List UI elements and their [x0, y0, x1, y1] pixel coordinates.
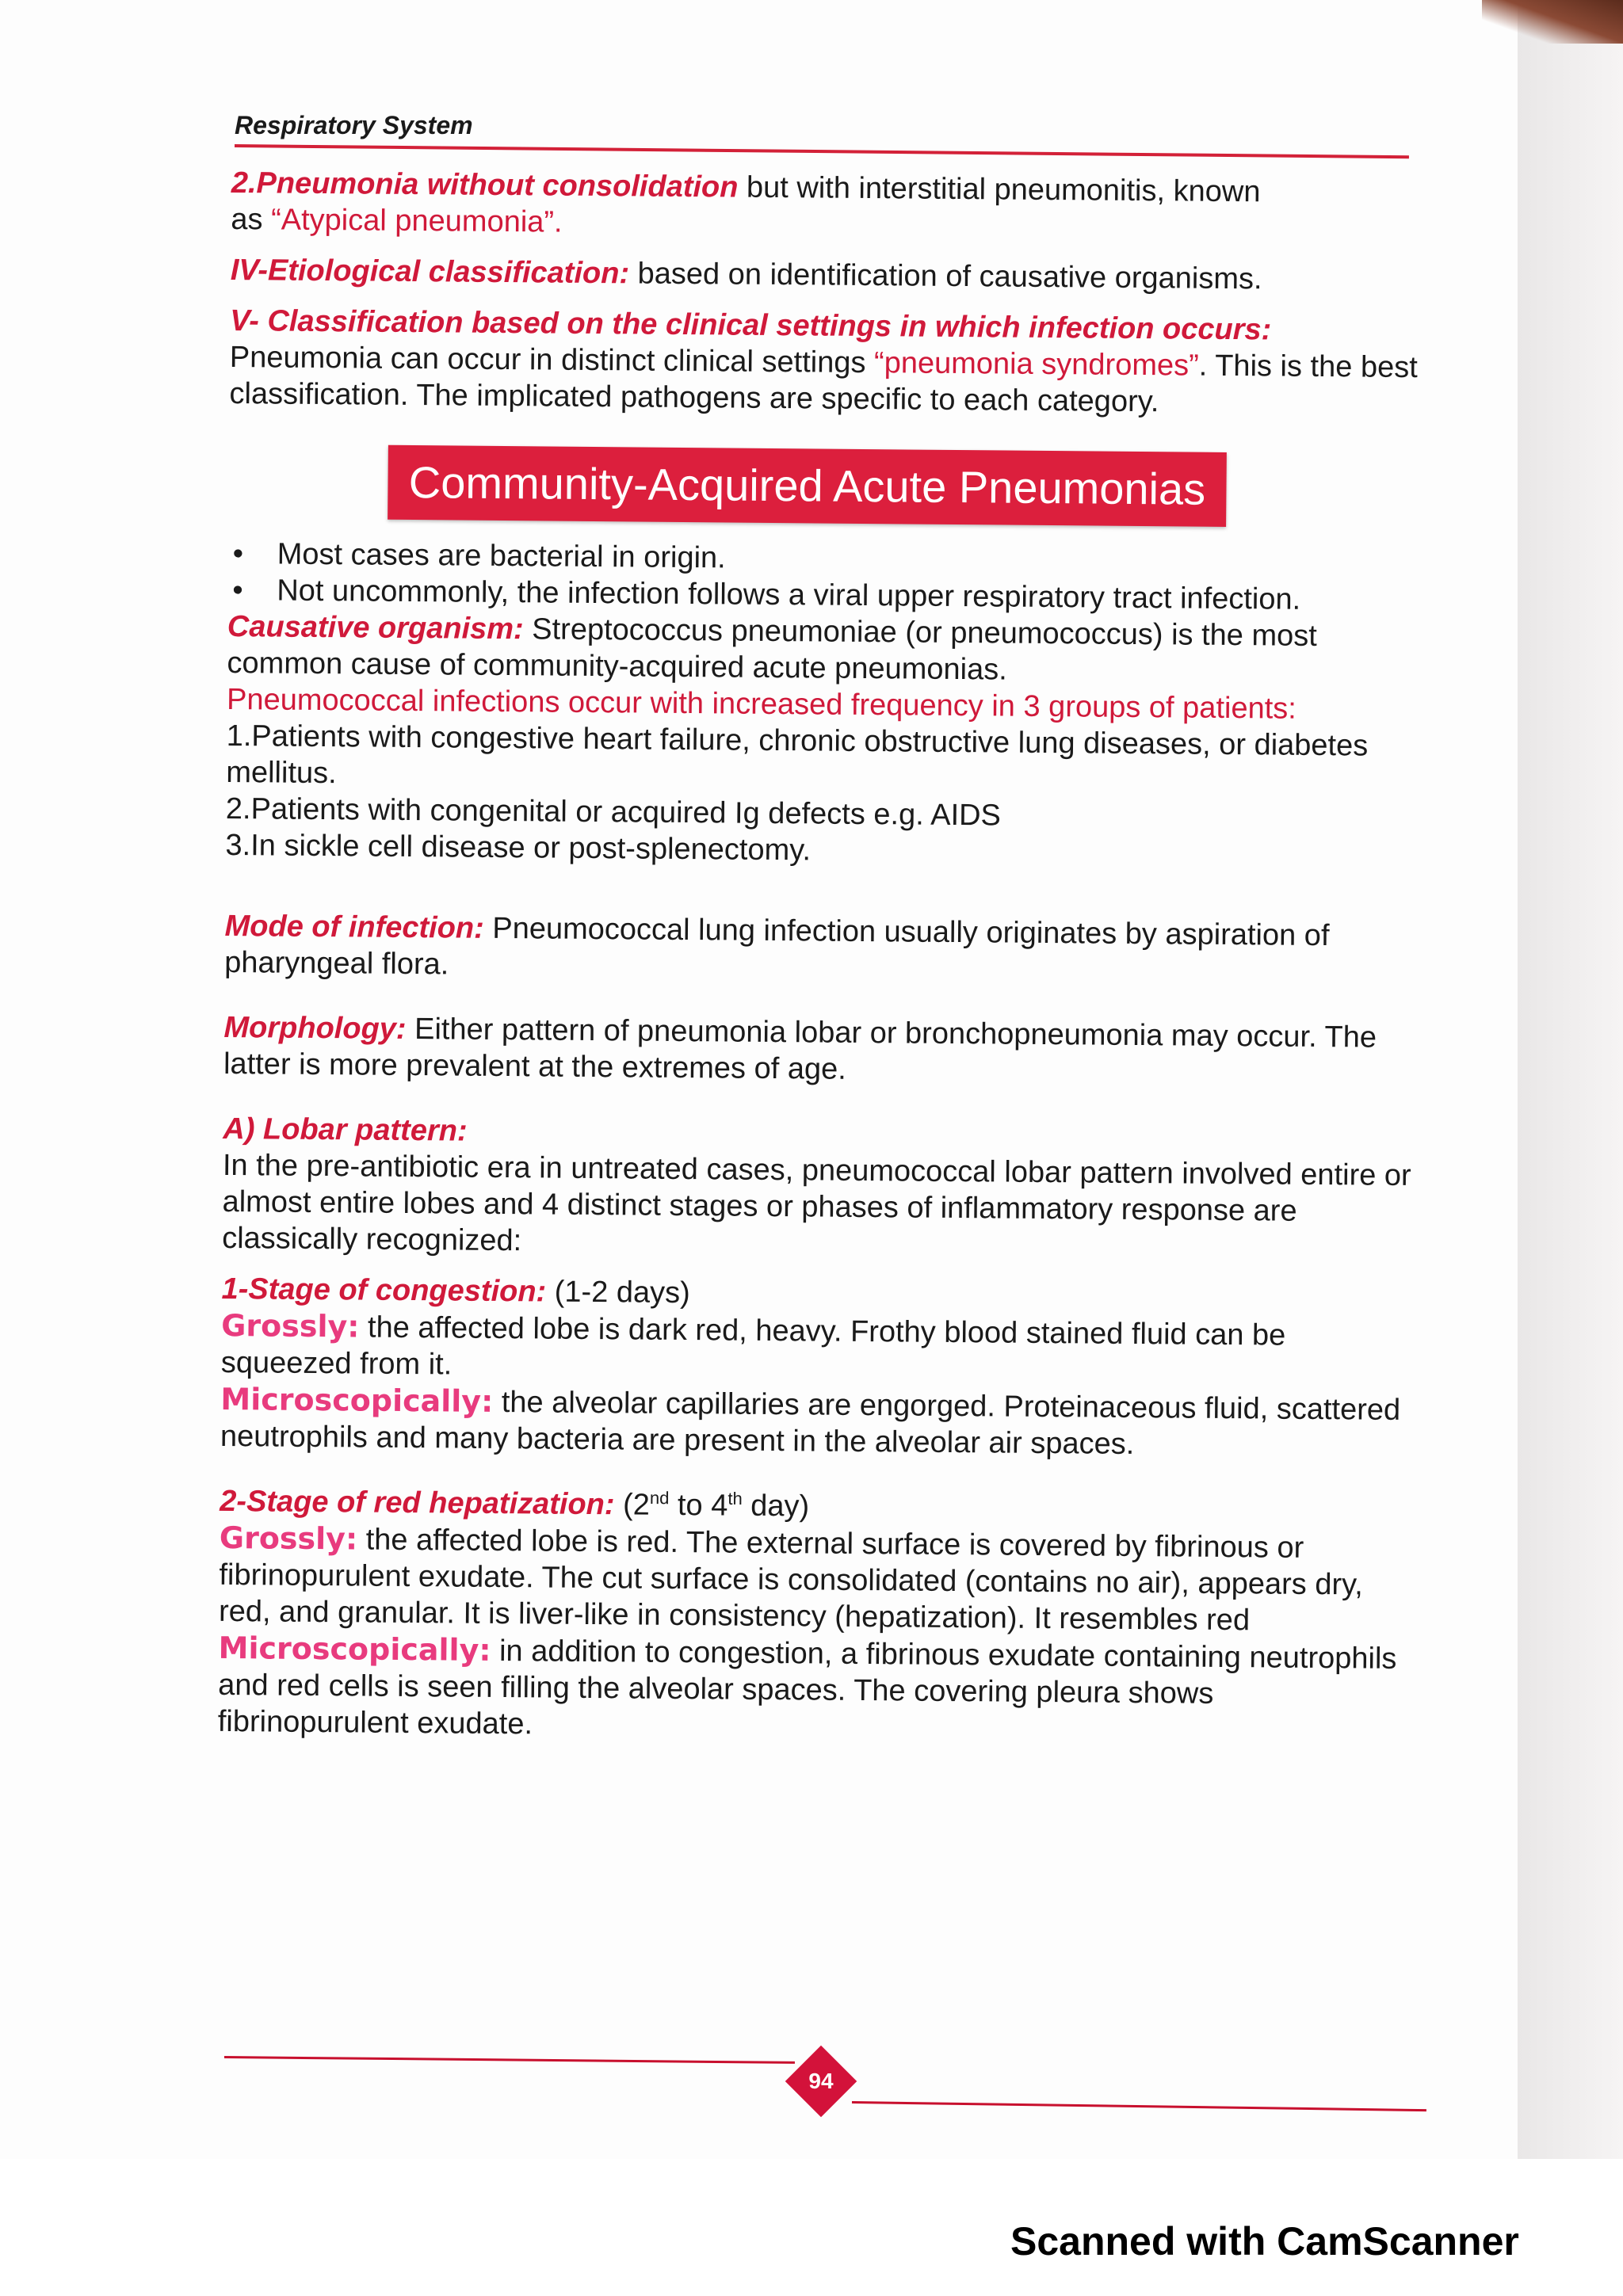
paragraph-morphology — [223, 1009, 1413, 1093]
body-text: Pneumococcal lung infection usually originates by aspiration of pharyngeal flora. — [224, 911, 1330, 982]
quoted-term: “Atypical pneumonia”. — [270, 203, 563, 239]
paragraph-stage-congestion — [220, 1271, 1411, 1465]
groups-heading: Pneumococcal infections occur with increased frequency in 3 groups of patients: — [226, 682, 1296, 726]
book-cover-corner — [1482, 0, 1623, 44]
microscopically-label: Microscopically: — [218, 1630, 491, 1668]
section-title: Mode of infection: — [224, 909, 484, 945]
scanner-watermark: Scanned with CamScanner — [1010, 2219, 1519, 2264]
stage-days: to 4 — [669, 1488, 728, 1523]
grossly-label: Grossly: — [219, 1520, 358, 1557]
paragraph-clinical-settings — [229, 303, 1419, 422]
paragraph-causative-organism — [227, 608, 1416, 692]
group-item: 1.Patients with congestive heart failure, chronic obstructive lung diseases, or diabetes mellitus. — [226, 719, 1369, 791]
running-header: Respiratory System — [235, 111, 473, 139]
body-text: based on identification of causative organisms. — [628, 257, 1262, 296]
stage-days: (1-2 days) — [545, 1275, 690, 1310]
ordinal-suffix: th — [727, 1488, 743, 1509]
bullet-text: Most cases are bacterial in origin. — [277, 537, 726, 575]
banner-container — [228, 444, 1418, 528]
paragraph-lobar-pattern — [222, 1111, 1412, 1267]
bullet-text: Not uncommonly, the infection follows a viral upper respiratory tract infection. — [277, 574, 1301, 616]
section-title: Morphology: — [223, 1010, 407, 1046]
page-edge-shadow — [1518, 0, 1623, 2159]
group-item: 2.Patients with congenital or acquired Ig defects e.g. AIDS — [225, 791, 1002, 833]
body-text: in addition to congestion, a fibrinous exudate containing neutrophils and red cells is seen filling the alveolar spaces. The covering pleura shows fibrinopurulent exudate. — [217, 1634, 1397, 1741]
body-text: . This is the best classification. The implicated pathogens are specific to each category. — [229, 349, 1418, 419]
page-body — [218, 165, 1420, 1750]
section-title: Causative organism: — [227, 609, 524, 646]
section-title: V- Classification based on the clinical settings in which infection occurs: — [230, 303, 1272, 347]
body-text: Streptococcus pneumoniae (or pneumococcus) is the most common cause of community-acquired acute pneumonias. — [227, 612, 1317, 687]
section-title: 2.Pneumonia without consolidation — [231, 166, 739, 204]
section-title: A) Lobar pattern: — [223, 1112, 468, 1148]
paragraph-mode-of-infection — [224, 908, 1414, 991]
section-banner: Community-Acquired Acute Pneumonias — [388, 445, 1226, 527]
ordinal-suffix: nd — [649, 1488, 670, 1508]
stage-title: 2-Stage of red hepatization: — [220, 1484, 615, 1522]
body-text: Pneumonia can occur in distinct clinical settings — [229, 340, 875, 380]
group-item: 3.In sickle cell disease or post-splenectomy. — [225, 828, 812, 868]
stage-days: (2 — [614, 1488, 651, 1522]
quoted-term: “pneumonia syndromes” — [873, 346, 1199, 383]
page-number: 94 — [808, 2069, 834, 2093]
body-text: as — [231, 202, 272, 237]
body-text: but with interstitial pneumonitis, known — [738, 170, 1261, 209]
paragraph-stage-red-hepatization — [218, 1483, 1409, 1750]
body-text: Either pattern of pneumonia lobar or bronchopneumonia may occur. The latter is more prevalent at the extremes of age. — [223, 1012, 1377, 1086]
body-text: the affected lobe is red. The external surface is covered by fibrinous or fibrinopurulent exudate. The cut surface is consolidated (contains no air), appears dry, red, and granular. It is liver-like in consistency (hepatization). It resembles red — [218, 1523, 1364, 1638]
section-title: IV-Etiological classification: — [230, 253, 630, 291]
paragraph-pneumonia-without-consolidation — [231, 165, 1420, 248]
grossly-label: Grossly: — [221, 1307, 360, 1344]
stage-days: day) — [742, 1489, 810, 1524]
body-text: the alveolar capillaries are engorged. Proteinaceous fluid, scattered neutrophils and many bacteria are present in the alveolar air spaces. — [220, 1385, 1401, 1462]
stage-title: 1-Stage of congestion: — [221, 1272, 547, 1309]
bullet-mark: • — [232, 537, 244, 571]
bullet-mark: • — [232, 574, 243, 608]
body-text: In the pre-antibiotic era in untreated cases, pneumococcal lobar pattern involved entire or almost entire lobes and 4 distinct stages or phases of inflammatory response are classically recognized: — [221, 1148, 1411, 1258]
paragraph-patient-groups — [225, 681, 1415, 874]
body-text: the affected lobe is dark red, heavy. Frothy blood stained fluid can be squeezed from it. — [220, 1310, 1286, 1382]
microscopically-label: Microscopically: — [220, 1381, 494, 1419]
